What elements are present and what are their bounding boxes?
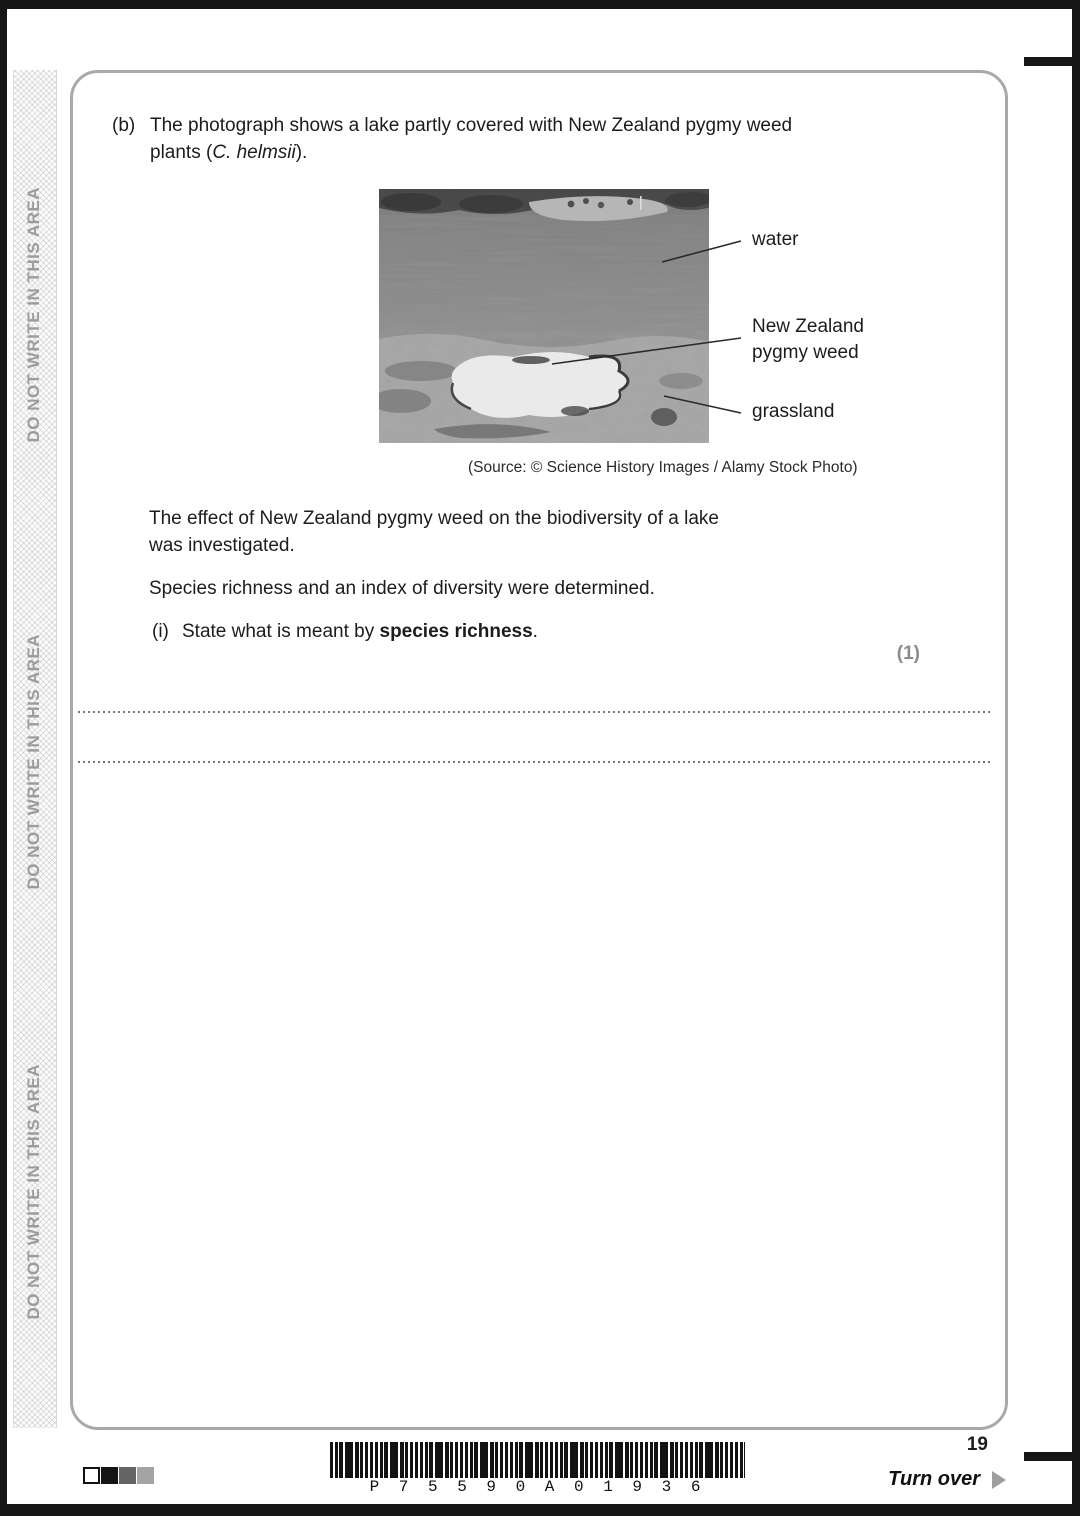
do-not-write-warning: DO NOT WRITE IN THIS AREA — [24, 1064, 43, 1320]
barcode-bars — [330, 1442, 745, 1480]
intro-line-2: plants (C. helmsii). — [150, 142, 308, 163]
do-not-write-warning: DO NOT WRITE IN THIS AREA — [24, 187, 43, 443]
registration-tick-top-right — [1024, 57, 1072, 66]
answer-line[interactable] — [78, 711, 992, 713]
scan-frame-left — [0, 0, 7, 1516]
scan-frame-bottom — [0, 1504, 1080, 1516]
figure-label-pygmy-weed: New Zealand pygmy weed — [752, 316, 864, 363]
barcode-text: P 7 5 5 9 0 A 0 1 9 3 6 — [330, 1478, 745, 1496]
calibration-square-white — [83, 1467, 100, 1484]
turn-over-label: Turn over — [888, 1468, 980, 1490]
paragraph-species-richness: Species richness and an index of diversity were determined. — [149, 578, 655, 599]
registration-tick-bottom-right — [1024, 1452, 1072, 1461]
calibration-square-black — [101, 1467, 118, 1484]
turn-over-arrow-icon — [992, 1471, 1006, 1489]
do-not-write-warning: DO NOT WRITE IN THIS AREA — [24, 634, 43, 890]
answer-line[interactable] — [78, 761, 992, 763]
marks-badge: (1) — [896, 643, 920, 664]
calibration-square-darkgray — [119, 1467, 136, 1484]
exam-barcode — [330, 1442, 745, 1496]
question-part-label: (b) — [112, 115, 136, 136]
page-number: 19 — [966, 1434, 988, 1455]
figure-source-credit: (Source: © Science History Images / Alamy Stock Photo) — [468, 459, 858, 476]
figure-label-water: water — [752, 229, 799, 250]
subquestion-label: (i) — [152, 621, 169, 642]
species-name: C. helmsii — [212, 142, 296, 163]
turn-over-indicator — [840, 1468, 1006, 1491]
scan-frame-right — [1072, 0, 1080, 1516]
intro-line-1: The photograph shows a lake partly covered with New Zealand pygmy weed — [150, 115, 793, 136]
lake-photograph — [379, 189, 709, 443]
figure-label-grassland: grassland — [752, 401, 835, 422]
term-species-richness: species richness — [379, 621, 533, 642]
question-intro — [150, 112, 870, 166]
paragraph-investigation: The effect of New Zealand pygmy weed on the biodiversity of a lake was investigated. — [149, 508, 719, 556]
print-calibration-squares — [83, 1467, 154, 1484]
subquestion-prompt: State what is meant by species richness. — [182, 621, 538, 642]
scan-frame-top — [0, 0, 1080, 9]
calibration-square-gray — [137, 1467, 154, 1484]
